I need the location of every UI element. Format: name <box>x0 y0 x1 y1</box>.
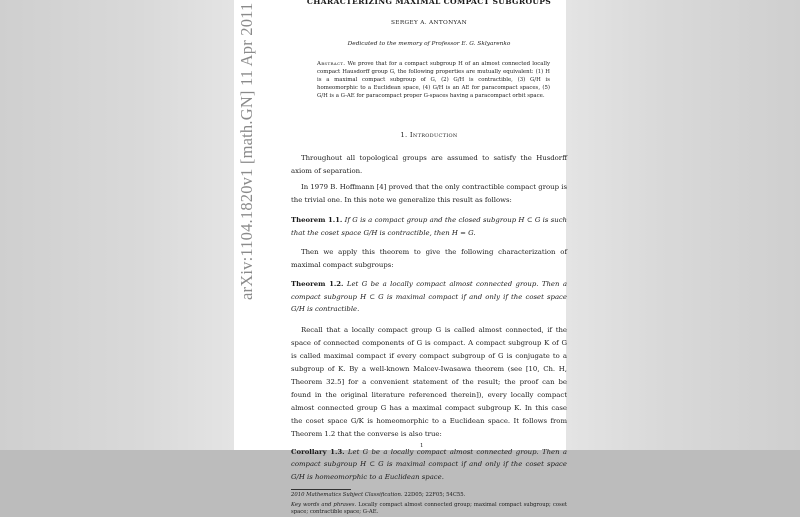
section-heading: 1. Introduction <box>400 131 458 140</box>
footnote-msc-label: 2010 Mathematics Subject Classification. <box>291 492 403 499</box>
paper-content <box>291 0 567 517</box>
theorem-1-1-text: If G is a compact group and the closed subgroup H ⊂ G is such that the coset space G/H is contractible, then H = G. <box>291 216 567 237</box>
footnote-msc-text: 22D05; 22F05; 54C55. <box>404 492 466 499</box>
abstract-text: We prove that for a compact subgroup H of an almost connected locally compact Hausdorff group G, the following properties are mutually equivalent: (1) H is a maximal compact subgroup of G, (2) G/H is contractible, (3) G/H is homeomorphic to a Euclidean space, (4) G/H is an AE for paracompact spaces, (5) G/H is a G-AE for paracompact proper G-spaces having a paracompact orbit space. <box>317 61 551 100</box>
intro-paragraph-2: In 1979 B. Hoffmann [4] proved that the only contractible compact group is the trivial one. In this note we generalize this result as follows: <box>291 183 567 205</box>
footnote-keywords-label: Key words and phrases. <box>291 501 357 508</box>
apply-paragraph: Then we apply this theorem to give the following characterization of maximal compact subgroups: <box>291 248 567 270</box>
paper-title: CHARACTERIZING MAXIMAL COMPACT SUBGROUPS <box>306 0 552 6</box>
arxiv-stamp <box>237 2 277 316</box>
theorem-1-1-label: Theorem 1.1. <box>291 216 343 225</box>
theorem-1-1 <box>291 214 567 239</box>
footnote-rule <box>291 489 351 490</box>
corollary-1-3-text: Let G be a locally compact almost connected group. Then a compact subgroup H ⊂ G is maximal compact if and only if the coset space G/H is homeomorphic to a Euclidean space. <box>291 447 567 481</box>
corollary-1-3 <box>291 446 567 484</box>
corollary-1-3-label: Corollary 1.3. <box>291 447 345 456</box>
intro-paragraph-1: Throughout all topological groups are assumed to satisfy the Husdorff axiom of separation. <box>291 154 567 176</box>
viewer-background-right <box>566 0 800 450</box>
theorem-1-2-label: Theorem 1.2. <box>291 280 344 289</box>
page-number: 1 <box>420 443 424 449</box>
recall-paragraph: Recall that a locally compact group G is called almost connected, if the space of connected components of G is compact. A compact subgroup K of G is called maximal compact if every compact subgroup of G is conjugate to a subgroup of K. By a well-known Malcev-Iwasawa theorem (see [10, Ch. H, Theorem 32.5] for a convenient statement of the result; the proof can be found in the original literature referenced therein]), every locally compact almost connected group G has a maximal compact subgroup K. In this case the coset space G/K is homeomorphic to a Euclidean space. It follows from Theorem 1.2 that the converse is also true: <box>291 325 567 438</box>
paper-dedication: Dedicated to the memory of Professor E. G. Sklyarenko <box>347 41 511 47</box>
footnote-msc <box>291 492 567 499</box>
footnote-keywords-text: Locally compact almost connected group; maximal compact subgroup; coset space; contractible space; G-AE. <box>291 501 567 516</box>
abstract <box>317 60 550 100</box>
theorem-1-2 <box>291 278 567 316</box>
footnote-keywords <box>291 502 567 517</box>
abstract-label: Abstract. <box>317 61 346 67</box>
theorem-1-2-text: Let G be a locally compact almost connected group. Then a compact subgroup H ⊂ G is maximal compact if and only if the coset space G/H is contractible. <box>291 280 567 314</box>
paper-page <box>234 0 567 516</box>
viewer-background-left <box>0 0 234 450</box>
arxiv-stamp-text: arXiv:1104.1820v1 [math.GN] 11 Apr 2011 <box>237 2 256 300</box>
paper-author: SERGEY A. ANTONYAN <box>391 20 467 26</box>
